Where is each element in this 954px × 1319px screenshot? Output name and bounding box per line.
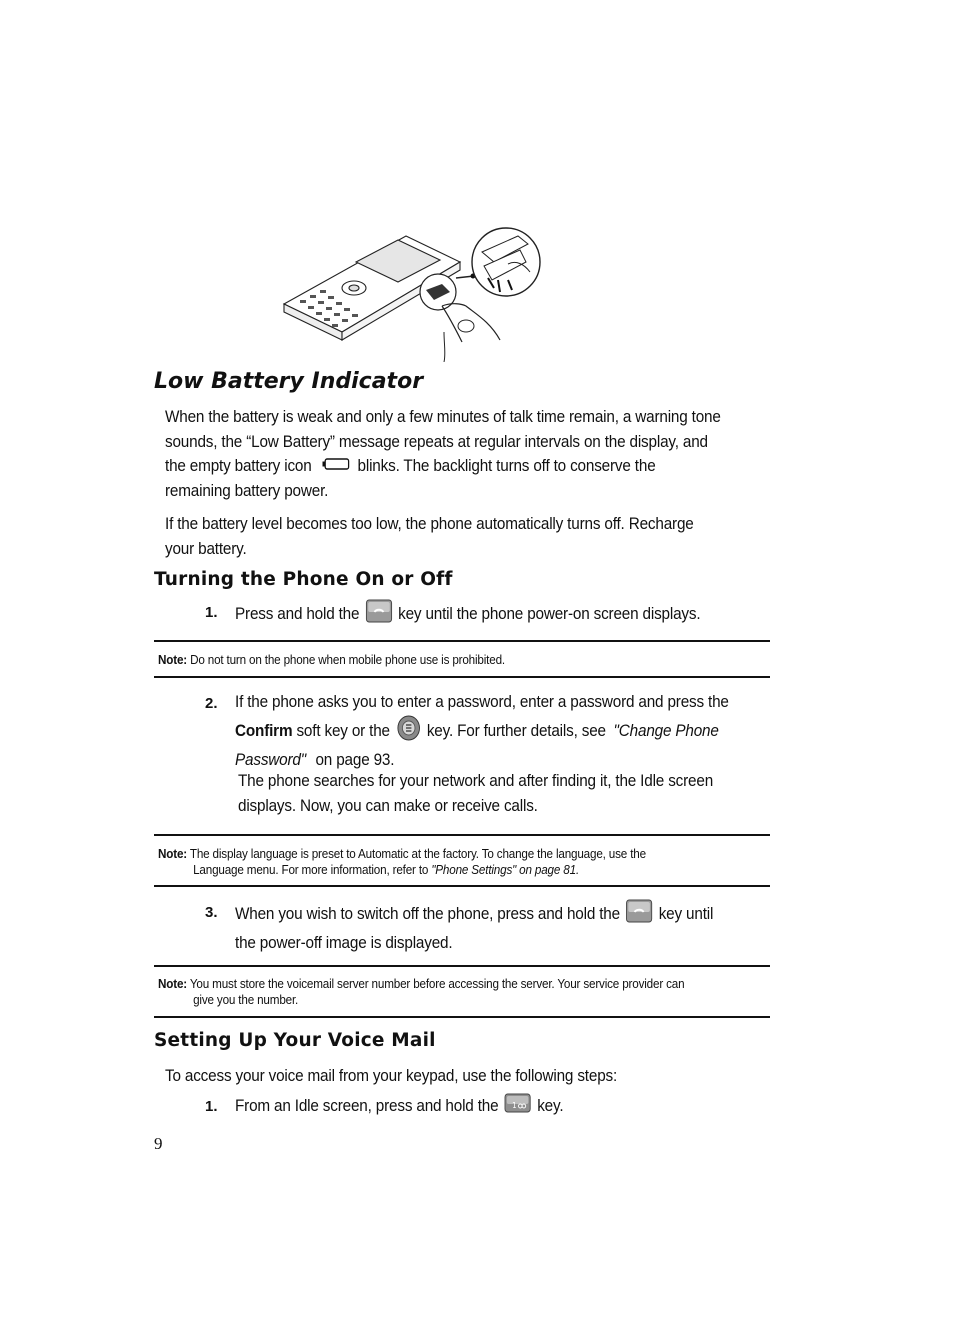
note-content: Language menu. For more information, refer to xyxy=(193,861,429,877)
text-segment: key until xyxy=(658,904,714,924)
text-line: When the battery is weak and only a few minutes of talk time remain, a warning tone xyxy=(165,407,721,426)
svg-text:1: 1 xyxy=(512,1100,517,1111)
text-segment: key. For further details, see xyxy=(426,720,606,740)
step-2-text xyxy=(235,690,729,773)
voicemail-intro: To access your voice mail from your keypad, use the following steps: xyxy=(165,1066,618,1085)
cross-reference: "Phone Settings" on page 81 xyxy=(431,861,576,877)
note-label: Note: xyxy=(158,846,187,861)
note-line xyxy=(158,976,684,992)
step-3-text xyxy=(235,899,713,955)
phone-illustration xyxy=(280,222,545,362)
note-label: Note: xyxy=(158,976,187,991)
text-segment: key. xyxy=(537,1096,564,1116)
section-title-turning-on: Turning the Phone On or Off xyxy=(154,569,453,590)
cross-reference: Password" xyxy=(235,750,307,769)
note-content: . xyxy=(575,861,580,877)
step-number: 2. xyxy=(205,695,218,712)
text-segment: Press and hold the xyxy=(235,604,360,624)
step-2-result xyxy=(238,769,713,818)
note-box xyxy=(154,640,770,678)
note-text xyxy=(158,846,646,877)
step-number: 1. xyxy=(205,604,218,621)
note-text xyxy=(158,976,684,1007)
note-label: Note: xyxy=(158,652,187,667)
step-1-text xyxy=(235,599,700,631)
end-key-icon xyxy=(626,899,653,931)
low-battery-paragraph-1 xyxy=(165,405,721,503)
cross-reference: "Change Phone xyxy=(613,720,719,740)
text-line xyxy=(235,715,729,749)
empty-battery-icon xyxy=(323,454,350,479)
note-content: Do not turn on the phone when mobile phone use is prohibited. xyxy=(190,652,505,667)
step-number: 1. xyxy=(205,1098,218,1115)
text-segment: soft key or the xyxy=(296,720,390,740)
note-line: give you the number. xyxy=(193,991,299,1007)
step-number: 3. xyxy=(205,904,218,921)
voicemail-1-key-icon xyxy=(504,1093,531,1121)
text-segment: blinks. The backlight turns off to conserve the xyxy=(357,456,656,475)
note-content: The display language is preset to Automatic at the factory. To change the language, use the xyxy=(189,846,646,861)
section-title-voicemail: Setting Up Your Voice Mail xyxy=(154,1030,436,1051)
voicemail-step-1-text xyxy=(235,1093,563,1121)
nav-ok-key-icon xyxy=(396,715,421,749)
text-line: remaining battery power. xyxy=(165,480,329,500)
text-line: If the battery level becomes too low, the phone automatically turns off. Recharge xyxy=(165,514,694,533)
section-title-low-battery: Low Battery Indicator xyxy=(154,369,424,394)
confirm-softkey-label: Confirm xyxy=(235,720,293,740)
note-line xyxy=(158,846,646,862)
text-line: If the phone asks you to enter a password, enter a password and press the xyxy=(235,692,729,711)
text-segment: From an Idle screen, press and hold the xyxy=(235,1096,499,1116)
low-battery-paragraph-2 xyxy=(165,512,694,561)
text-line xyxy=(165,454,721,479)
text-line: The phone searches for your network and after finding it, the Idle screen xyxy=(238,771,714,790)
text-line: displays. Now, you can make or receive calls. xyxy=(238,795,538,815)
text-segment: the empty battery icon xyxy=(165,456,312,475)
end-key-icon xyxy=(365,599,392,631)
note-box xyxy=(154,834,770,887)
text-segment: on page 93. xyxy=(315,750,395,769)
text-line: sounds, the “Low Battery” message repeats at regular intervals on the display, and xyxy=(165,431,708,451)
text-line xyxy=(235,899,713,931)
note-content: You must store the voicemail server number before accessing the server. Your service provider can xyxy=(189,976,685,991)
text-line: your battery. xyxy=(165,538,247,558)
note-text xyxy=(158,652,505,668)
text-segment: key until the phone power-on screen displays. xyxy=(398,604,701,624)
page-number: 9 xyxy=(154,1134,163,1153)
note-box xyxy=(154,965,770,1018)
text-segment: When you wish to switch off the phone, press and hold the xyxy=(235,904,620,924)
note-line xyxy=(158,862,646,878)
text-line: the power-off image is displayed. xyxy=(235,932,453,952)
